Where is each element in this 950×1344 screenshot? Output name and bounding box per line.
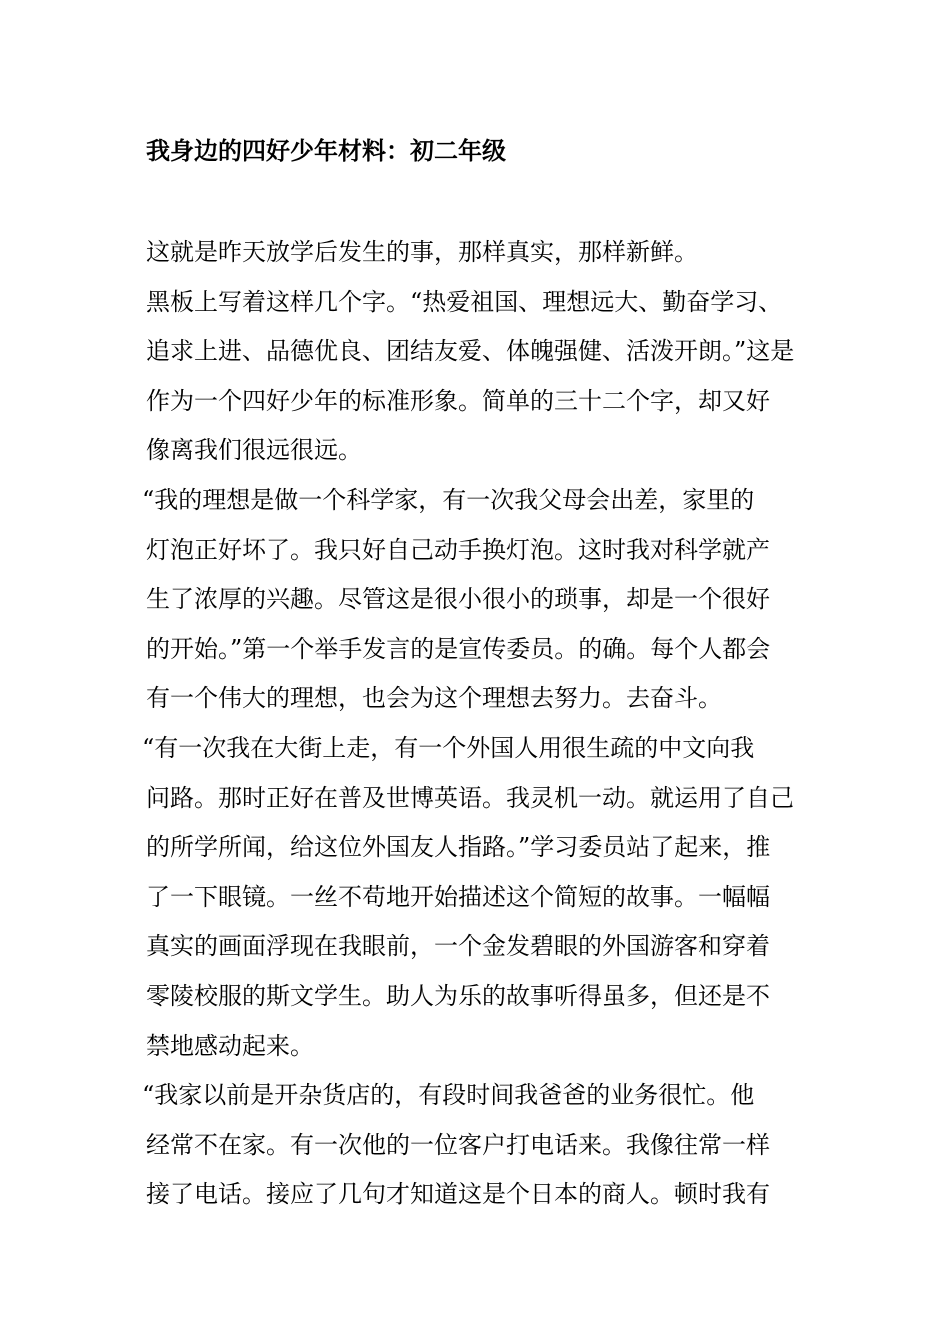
document-title: 我身边的四好少年材料：初二年级 — [146, 136, 506, 165]
text-line: “有一次我在大街上走，有一个外国人用很生疏的中文向我 — [142, 733, 755, 762]
text-line: 接了电话。接应了几句才知道这是个日本的商人。顿时我有 — [146, 1180, 770, 1209]
text-line: 零陵校服的斯文学生。助人为乐的故事听得虽多，但还是不 — [146, 981, 770, 1010]
text-line: 禁地感动起来。 — [146, 1031, 314, 1060]
text-line: 黑板上写着这样几个字。“热爱祖国、理想远大、勤奋学习、 — [146, 287, 783, 316]
text-line: 问路。那时正好在普及世博英语。我灵机一动。就运用了自己 — [146, 783, 794, 812]
text-line: 有一个伟大的理想，也会为这个理想去努力。去奋斗。 — [146, 684, 722, 713]
text-line: “我的理想是做一个科学家，有一次我父母会出差，家里的 — [142, 485, 755, 514]
text-line: “我家以前是开杂货店的，有段时间我爸爸的业务很忙。他 — [142, 1081, 755, 1110]
text-line: 像离我们很远很远。 — [146, 436, 362, 465]
text-line: 这就是昨天放学后发生的事，那样真实，那样新鲜。 — [146, 238, 698, 266]
text-line: 真实的画面浮现在我眼前，一个金发碧眼的外国游客和穿着 — [146, 932, 770, 961]
text-line: 灯泡正好坏了。我只好自己动手换灯泡。这时我对科学就产 — [146, 535, 770, 564]
text-line: 了一下眼镜。一丝不苟地开始描述这个简短的故事。一幅幅 — [146, 882, 770, 911]
text-line: 生了浓厚的兴趣。尽管这是很小很小的琐事，却是一个很好 — [146, 585, 770, 614]
text-line: 追求上进、品德优良、团结友爱、体魄强健、活泼开朗。”这是 — [146, 337, 795, 366]
text-line: 经常不在家。有一次他的一位客户打电话来。我像往常一样 — [146, 1130, 770, 1159]
text-line: 作为一个四好少年的标准形象。简单的三十二个字，却又好 — [146, 386, 770, 415]
document-body — [142, 228, 806, 1220]
text-line: 的所学所闻，给这位外国友人指路。”学习委员站了起来，推 — [146, 833, 771, 862]
text-line: 的开始。”第一个举手发言的是宣传委员。的确。每个人都会 — [146, 634, 771, 663]
